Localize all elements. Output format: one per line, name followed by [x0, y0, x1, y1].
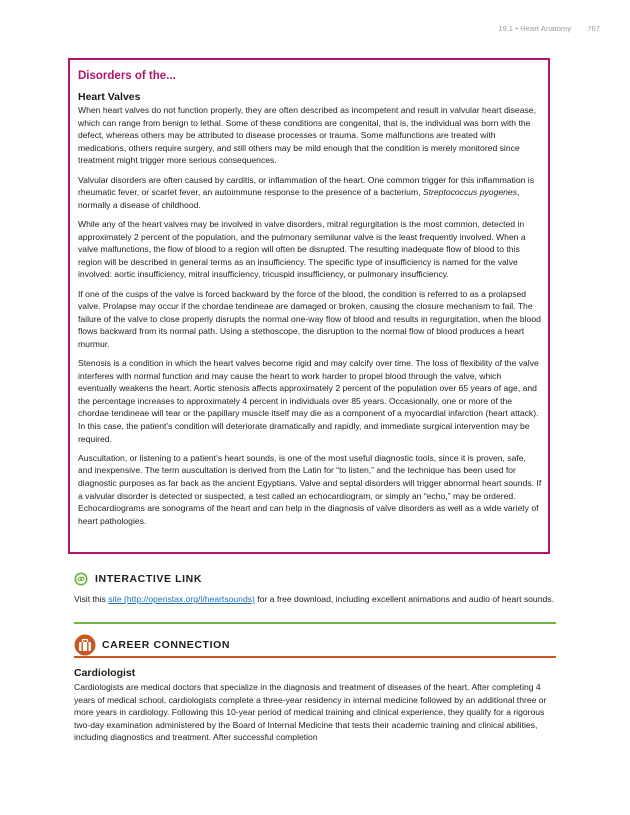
- interactive-link-text: Visit this site (http://openstax.org/l/heartsounds) for a free download, including excellent animations and audio of heart sounds.: [74, 594, 554, 604]
- career-connection-divider: [74, 656, 556, 658]
- paragraph-incompetent-valves: When heart valves do not function properly, they are often described as incompetent and result in valvular heart disease, which can range from benign to lethal. Some of these conditions are congenital, that is, the individual was born with the defect, whereas others may be attributed to disease processes or trauma. Some malfunctions are treated with medications, others require surgery, and still others may be mild enough that the condition is merely monitored since treatment might trigger more serious consequences.: [78, 105, 536, 166]
- heartsounds-link[interactable]: site (http://openstax.org/l/heartsounds): [108, 594, 255, 604]
- paragraph-auscultation: Auscultation, or listening to a patient’s heart sounds, is one of the most useful diagnostic tools, since it is proven, safe, and inexpensive. The term auscultation is derived from the Latin for “to listen,” and the technique has been used for diagnostic purposes as far back as the ancient Egyptians. Valve and septal disorders will trigger abnormal heart sounds. If a valvular disorder is detected or suspected, a test called an echocardiogram, or simply an “echo,” may be ordered. Echocardiograms are sonograms of the heart and can help in the diagnosis of valve disorders as well as a wide variety of heart pathologies.: [78, 452, 542, 526]
- paragraph-prolapse: If one of the cusps of the valve is forced backward by the force of the blood, the condition is referred to as a prolapsed valve. Prolapse may occur if the chordae tendineae are damaged or broken, causing the closure mechanism to fail. The failure of the valve to close properly disrupts the normal one-way flow of blood and results in regurgitation, when the blood flows backward from its normal path. Using a stethoscope, the disruption to the normal flow of blood produces a heart murmur.: [78, 288, 541, 349]
- paragraph-insufficiency: While any of the heart valves may be involved in valve disorders, mitral regurgitation is the most common, detected in approximately 2 percent of the population, and the pulmonary semilunar valve is the least frequently involved. When a valve malfunctions, the flow of blood to a region will often be disrupted. The resulting inadequate flow of blood to this region will be described in general terms as an insufficiency. The specific type of insufficiency is named for the valve involved: aortic insufficiency, mitral insufficiency, tricuspid insufficiency, or pulmonary insufficiency.: [78, 218, 526, 280]
- career-text: Cardiologists are medical doctors that specialize in the diagnosis and treatment of diseases of the heart. After completing 4 years of medical school, cardiologists complete a three-year residency in internal medicine followed by an additional three or more years in cardiology. Following this 10-year period of medical training and clinical experience, they qualify for a rigorous two-day examination administered by the Board of Internal Medicine that tests their academic training and clinical abilities, including diagnostics and treatment. After successful completion: [74, 682, 547, 743]
- box-subtitle: Heart Valves: [78, 91, 141, 103]
- interactive-link-divider: [74, 622, 556, 624]
- page-number: 767: [587, 24, 600, 33]
- box-title: Disorders of the...: [78, 70, 176, 82]
- section-title: 19.1 • Heart Anatomy: [498, 24, 572, 33]
- interactive-link-header: [74, 570, 556, 588]
- running-header: [498, 24, 600, 33]
- paragraph-stenosis: Stenosis is a condition in which the heart valves become rigid and may calcify over time. The loss of flexibility of the valve interferes with normal function and may cause the heart to work harder to propel blood through the valve, which eventually weakens the heart. Aortic stenosis affects approximately 2 percent of the population over 65 years of age, and the percentage increases to approximately 4 percent in individuals over 85 years. Occasionally, one or more of the chordae tendineae will tear or the papillary muscle itself may die as a component of a myocardial infarction (heart attack). In this case, the patient’s condition will deteriorate dramatically and rapidly, and immediate surgical intervention may be required.: [78, 358, 539, 444]
- career-connection-label: CAREER CONNECTION: [102, 639, 231, 651]
- career-connection-section: [74, 636, 556, 654]
- interactive-link-label: INTERACTIVE LINK: [95, 573, 203, 585]
- link-icon: [74, 572, 88, 586]
- paragraph-carditis: Valvular disorders are often caused by carditis, or inflammation of the heart. One common trigger for this inflammation is rheumatic fever, or scarlet fever, an autoimmune response to the presence of a bacterium, Streptococcus pyogenes, normally a disease of childhood.: [78, 174, 534, 210]
- disorders-feature-box: [68, 58, 550, 554]
- career-subtitle: Cardiologist: [74, 667, 136, 679]
- briefcase-icon: [74, 634, 96, 656]
- interactive-link-section: [74, 570, 556, 605]
- species-name: Streptococcus pyogenes: [422, 187, 518, 198]
- career-connection-header: [74, 636, 556, 654]
